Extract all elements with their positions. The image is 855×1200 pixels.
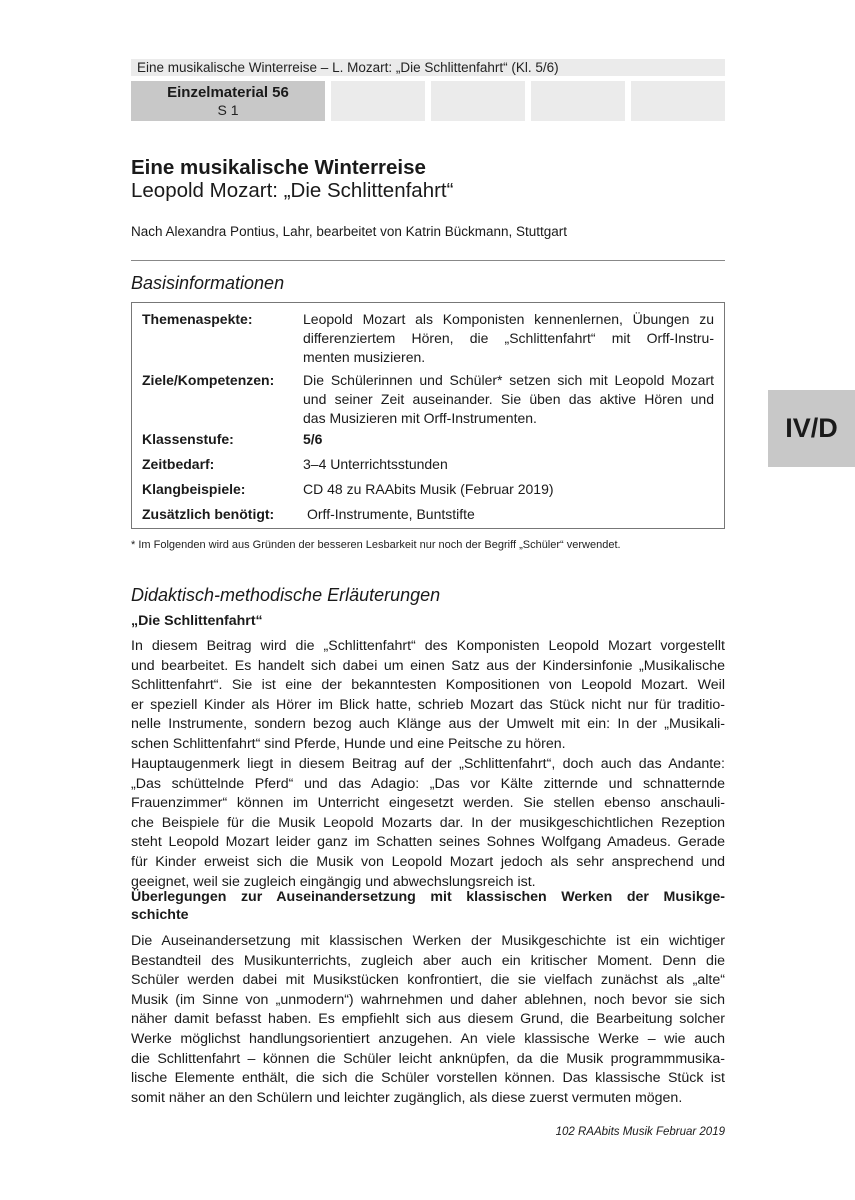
page-subtitle: Leopold Mozart: „Die Schlittenfahrt“ (131, 179, 454, 202)
info-value (303, 310, 714, 367)
basis-info-box (131, 302, 725, 529)
info-value: CD 48 zu RAAbits Musik (Februar 2019) (303, 481, 554, 497)
paragraph-1 (131, 637, 725, 755)
text-line: somit näher an den Schülern und leichter zugänglich, als diese zuerst vermuten mögen. (131, 1089, 683, 1106)
header-empty-box-2 (431, 81, 525, 121)
text-line: Bestandteil des Musikunterrichts, zugleich aber auch ein kritischer Moment. Denn die (131, 952, 725, 969)
page-title: Eine musikalische Winterreise (131, 156, 426, 179)
text-line: und bearbeitet. Es handelt sich dabei um einen Satz aus der Kindersinfonie „Musikalische (131, 657, 725, 674)
info-value-line: das Musizieren mit Orff-Instrumenten. (303, 410, 537, 426)
text-line: Hauptaugenmerk liegt in diesem Beitrag auf der „Schlittenfahrt“, doch auch das Andante: (131, 756, 725, 772)
info-label: Zeitbedarf: (142, 456, 215, 472)
text-line: Schlittenfahrt“. Sie ist eine der bekanntesten Kompositionen von Leopold Mozart. Weil (131, 677, 725, 694)
page-label: S 1 (217, 102, 239, 118)
running-head: Eine musikalische Winterreise – L. Mozart: „Die Schlittenfahrt“ (Kl. 5/6) (131, 59, 725, 76)
basis-heading: Basisinformationen (131, 273, 285, 293)
info-value: 5/6 (303, 431, 323, 447)
info-label: Zusätzlich benötigt: (142, 506, 275, 522)
text-line: nelle Instrumente, sondern bezog auch Klänge aus der Umwelt mit ein: In der „Musikali- (131, 716, 725, 733)
paragraph-2 (131, 755, 725, 892)
text-line: schen Schlittenfahrt“ sind Pferde, Hunde und eine Peitsche zu hören. (131, 735, 566, 752)
text-line: geeignet, weil sie zugleich eingängig und abwechslungsreich ist. (131, 873, 536, 890)
text-line: Werke möglichst handlungsorientiert anzugehen. An viele klassische Werke – wie auch (131, 1030, 725, 1047)
info-value: 3–4 Unterrichtsstunden (303, 456, 448, 472)
material-label: Einzelmaterial 56 (167, 84, 289, 101)
text-line: „Das schüttelnde Pferd“ und das Adagio: „Das vor Kälte zitternde und schnatternde (131, 775, 725, 792)
info-value: Orff-Instrumente, Buntstifte (307, 506, 475, 522)
header-empty-box-1 (331, 81, 425, 121)
info-label: Themenaspekte: (142, 311, 253, 327)
section-side-tab: IV/D (768, 390, 855, 467)
info-value-line: Die Schülerinnen und Schüler* setzen sich mit Leopold Mozart (303, 372, 714, 388)
divider (131, 260, 725, 261)
text-line: er speziell Kinder als Hörer im Blick hatte, schrieb Mozart das Stück nicht nur für traditio- (131, 696, 725, 713)
text-line: näher damit befasst haben. Es empfiehlt sich aus diesem Grund, die Bearbeitung solcher (131, 1011, 725, 1028)
info-value-line: menten musizieren. (303, 349, 426, 365)
ueberlegungen-subheading (131, 888, 725, 924)
didaktik-heading: Didaktisch-methodische Erläuterungen (131, 585, 441, 605)
header-boxes (131, 81, 725, 121)
subheading-line: schichte (131, 907, 189, 923)
authors-line: Nach Alexandra Pontius, Lahr, bearbeitet von Katrin Bückmann, Stuttgart (131, 224, 568, 239)
text-line: Schüler werden dabei mit Musikstücken konfrontiert, die sie vielfach zunächst als „alte“ (131, 972, 725, 989)
text-line: che Beispiele für die Musik Leopold Mozarts dar. In der musikgeschichtlichen Rezeption (131, 814, 725, 831)
info-label: Klangbeispiele: (142, 481, 246, 497)
text-line: die Schlittenfahrt – können die Schüler leicht anknüpfen, da die Musik programmmusika- (131, 1050, 725, 1067)
info-value (303, 371, 714, 428)
info-value-line: und seiner Zeit auseinander. Sie üben das aktive Hören und (303, 391, 714, 407)
material-box (131, 81, 325, 121)
text-line: für Kinder erweist sich die Musik von Leopold Mozart jedoch als sehr ansprechend und (131, 853, 725, 870)
page-footer: 102 RAAbits Musik Februar 2019 (555, 1126, 725, 1138)
subheading-line: Überlegungen zur Auseinandersetzung mit klassischen Werken der Musikge- (131, 889, 725, 905)
text-line: Frauenzimmer“ können im Unterricht eingesetzt werden. Sie stellen ebenso anschauli- (131, 795, 725, 812)
text-line: lische Elemente enthält, die sich die Schüler vorstellen können. Das klassische Stück ist (131, 1070, 725, 1087)
header-empty-box-4 (631, 81, 725, 121)
info-value-line: Leopold Mozart als Komponisten kennenlernen, Übungen zu (303, 311, 714, 327)
text-line: In diesem Beitrag wird die „Schlittenfahrt“ des Komponisten Leopold Mozart vorgestellt (131, 638, 725, 654)
info-label: Ziele/Kompetenzen: (142, 372, 275, 388)
header-empty-box-3 (531, 81, 625, 121)
text-line: Musik (im Sinne von „unmodern“) wahrnehmen und daher ablehnen, noch bevor sie sich (131, 991, 725, 1008)
info-value-line: differenziertem Hören, die „Schlittenfahrt“ mit Orff-Instru- (303, 330, 714, 346)
text-line: Die Auseinandersetzung mit klassischen Werken der Musikgeschichte ist ein wichtiger (131, 933, 725, 949)
footnote: * Im Folgenden wird aus Gründen der besseren Lesbarkeit nur noch der Begriff „Schüler“ verwendet. (131, 539, 621, 551)
schlittenfahrt-subheading: „Die Schlittenfahrt“ (131, 613, 263, 629)
info-label: Klassenstufe: (142, 431, 234, 447)
paragraph-3 (131, 932, 725, 1108)
text-line: steht Leopold Mozart leider ganz im Schatten seines Sohnes Wolfgang Amadeus. Gerade (131, 834, 725, 851)
